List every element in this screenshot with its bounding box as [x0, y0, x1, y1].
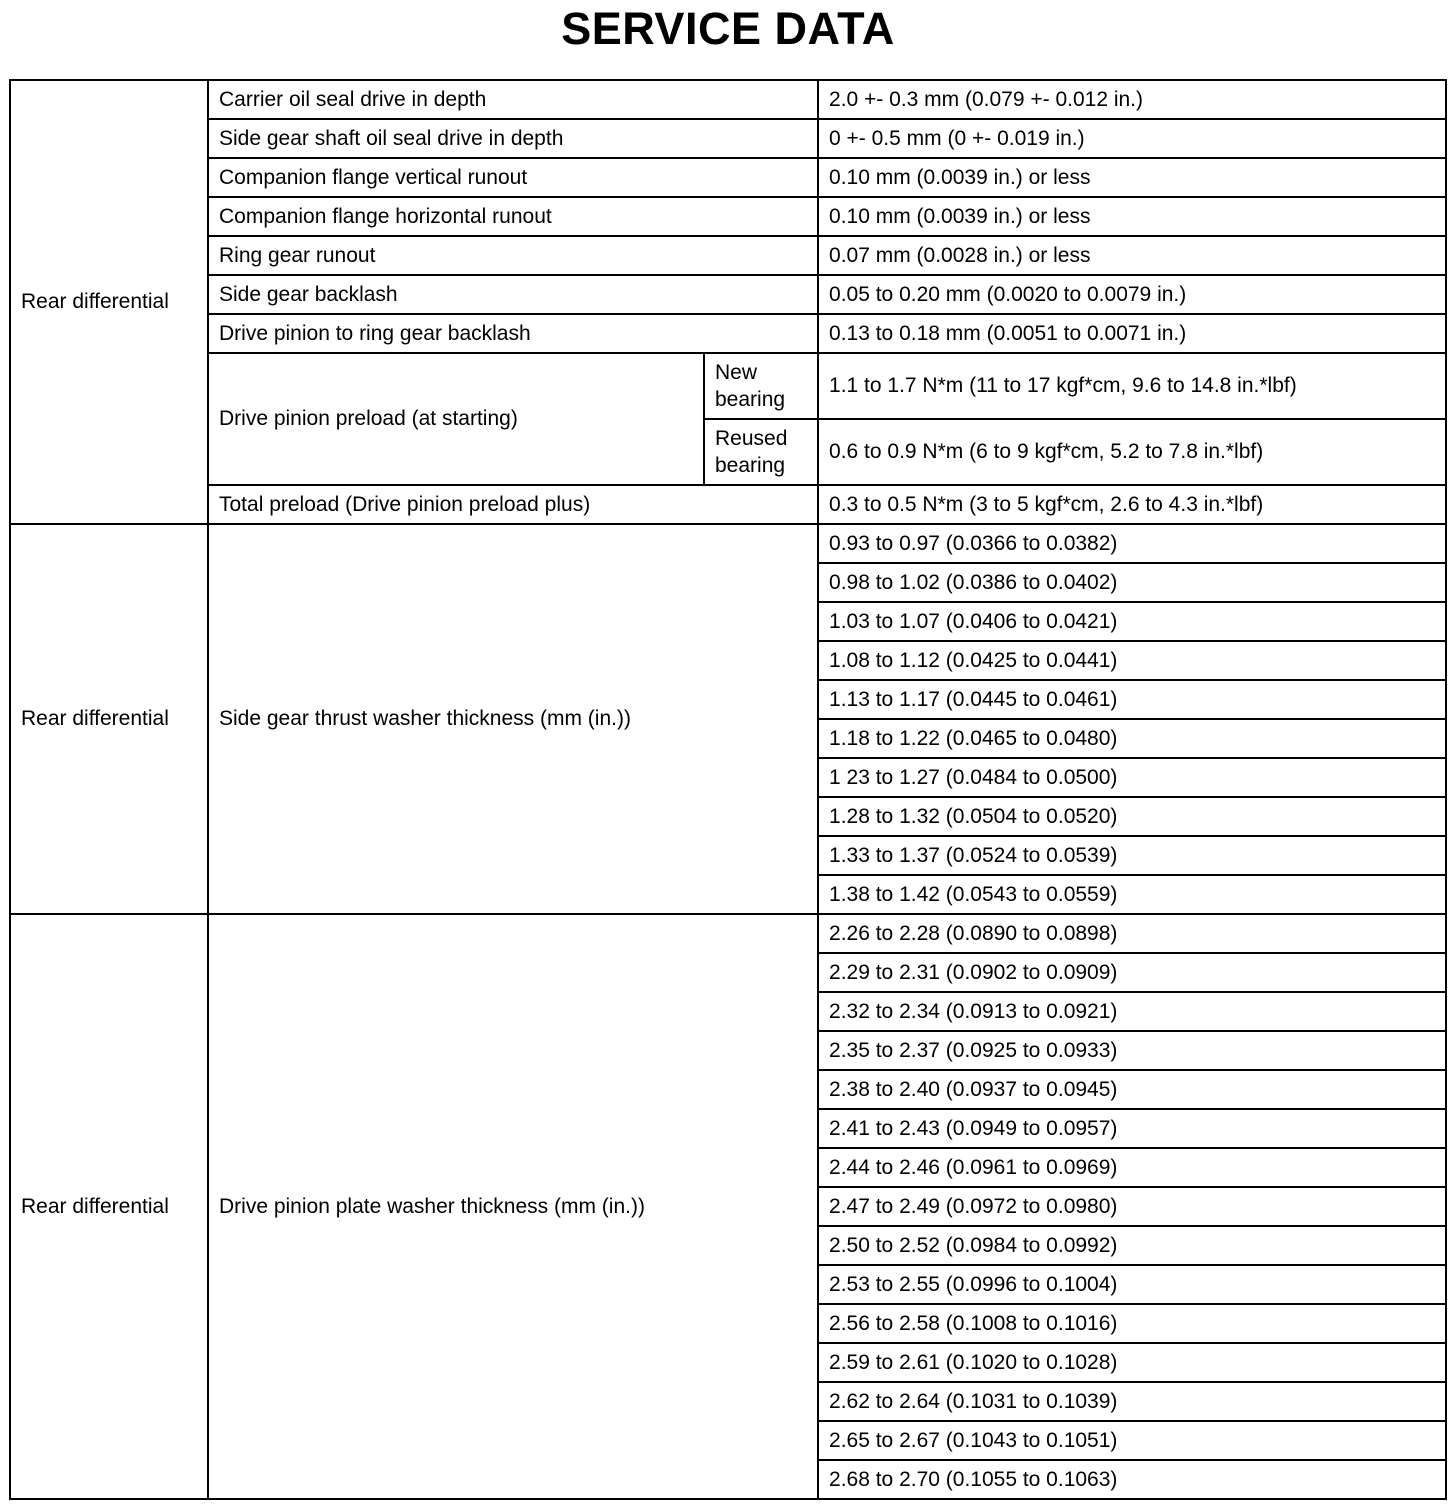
value-cell: 0.3 to 0.5 N*m (3 to 5 kgf*cm, 2.6 to 4.3 in.*lbf) — [818, 485, 1446, 524]
value-cell: 2.29 to 2.31 (0.0902 to 0.0909) — [818, 953, 1446, 992]
service-data-table — [9, 79, 1447, 1500]
category-cell: Rear differential — [10, 914, 208, 1499]
item-cell: Side gear thrust washer thickness (mm (in.)) — [208, 524, 818, 914]
item-cell: Ring gear runout — [208, 236, 818, 275]
table-row — [10, 353, 1446, 419]
item-cell: Total preload (Drive pinion preload plus) — [208, 485, 818, 524]
new-bearing-label: New bearing — [704, 353, 818, 419]
value-cell: 2.0 +- 0.3 mm (0.079 +- 0.012 in.) — [818, 80, 1446, 119]
item-cell: Companion flange horizontal runout — [208, 197, 818, 236]
value-cell: 1.18 to 1.22 (0.0465 to 0.0480) — [818, 719, 1446, 758]
item-cell: Side gear shaft oil seal drive in depth — [208, 119, 818, 158]
table-row — [10, 197, 1446, 236]
reused-bearing-label: Reused bearing — [704, 419, 818, 485]
value-cell: 1.28 to 1.32 (0.0504 to 0.0520) — [818, 797, 1446, 836]
item-cell: Drive pinion plate washer thickness (mm (in.)) — [208, 914, 818, 1499]
value-cell: 2.62 to 2.64 (0.1031 to 0.1039) — [818, 1382, 1446, 1421]
value-cell: 0.05 to 0.20 mm (0.0020 to 0.0079 in.) — [818, 275, 1446, 314]
value-cell: 0.07 mm (0.0028 in.) or less — [818, 236, 1446, 275]
page-title: SERVICE DATA — [561, 3, 895, 54]
value-cell: 1.38 to 1.42 (0.0543 to 0.0559) — [818, 875, 1446, 914]
value-cell: 0 +- 0.5 mm (0 +- 0.019 in.) — [818, 119, 1446, 158]
value-cell: 2.26 to 2.28 (0.0890 to 0.0898) — [818, 914, 1446, 953]
table-row — [10, 275, 1446, 314]
value-cell: 1.08 to 1.12 (0.0425 to 0.0441) — [818, 641, 1446, 680]
value-cell: 2.44 to 2.46 (0.0961 to 0.0969) — [818, 1148, 1446, 1187]
value-cell: 0.10 mm (0.0039 in.) or less — [818, 197, 1446, 236]
value-cell: 2.68 to 2.70 (0.1055 to 0.1063) — [818, 1460, 1446, 1499]
table-row — [10, 158, 1446, 197]
value-cell: 2.65 to 2.67 (0.1043 to 0.1051) — [818, 1421, 1446, 1460]
value-cell: 2.59 to 2.61 (0.1020 to 0.1028) — [818, 1343, 1446, 1382]
item-cell: Side gear backlash — [208, 275, 818, 314]
value-cell: 1.33 to 1.37 (0.0524 to 0.0539) — [818, 836, 1446, 875]
value-cell: 0.10 mm (0.0039 in.) or less — [818, 158, 1446, 197]
table-row — [10, 914, 1446, 953]
category-cell: Rear differential — [10, 80, 208, 524]
value-cell: 0.98 to 1.02 (0.0386 to 0.0402) — [818, 563, 1446, 602]
value-cell: 2.35 to 2.37 (0.0925 to 0.0933) — [818, 1031, 1446, 1070]
value-cell: 2.47 to 2.49 (0.0972 to 0.0980) — [818, 1187, 1446, 1226]
item-cell: Drive pinion preload (at starting) — [208, 353, 704, 485]
value-cell: 2.32 to 2.34 (0.0913 to 0.0921) — [818, 992, 1446, 1031]
value-cell: 0.93 to 0.97 (0.0366 to 0.0382) — [818, 524, 1446, 563]
value-cell: 2.50 to 2.52 (0.0984 to 0.0992) — [818, 1226, 1446, 1265]
table-row — [10, 524, 1446, 563]
table-row — [10, 119, 1446, 158]
value-cell: 1.13 to 1.17 (0.0445 to 0.0461) — [818, 680, 1446, 719]
item-cell: Carrier oil seal drive in depth — [208, 80, 818, 119]
value-cell: 2.38 to 2.40 (0.0937 to 0.0945) — [818, 1070, 1446, 1109]
value-cell: 2.53 to 2.55 (0.0996 to 0.1004) — [818, 1265, 1446, 1304]
item-cell: Drive pinion to ring gear backlash — [208, 314, 818, 353]
table-row — [10, 80, 1446, 119]
value-cell: 0.13 to 0.18 mm (0.0051 to 0.0071 in.) — [818, 314, 1446, 353]
category-cell: Rear differential — [10, 524, 208, 914]
value-cell: 2.41 to 2.43 (0.0949 to 0.0957) — [818, 1109, 1446, 1148]
table-row — [10, 485, 1446, 524]
value-cell: 0.6 to 0.9 N*m (6 to 9 kgf*cm, 5.2 to 7.8 in.*lbf) — [818, 419, 1446, 485]
value-cell: 1 23 to 1.27 (0.0484 to 0.0500) — [818, 758, 1446, 797]
value-cell: 2.56 to 2.58 (0.1008 to 0.1016) — [818, 1304, 1446, 1343]
table-row — [10, 314, 1446, 353]
value-cell: 1.03 to 1.07 (0.0406 to 0.0421) — [818, 602, 1446, 641]
value-cell: 1.1 to 1.7 N*m (11 to 17 kgf*cm, 9.6 to 14.8 in.*lbf) — [818, 353, 1446, 419]
table-row — [10, 236, 1446, 275]
item-cell: Companion flange vertical runout — [208, 158, 818, 197]
